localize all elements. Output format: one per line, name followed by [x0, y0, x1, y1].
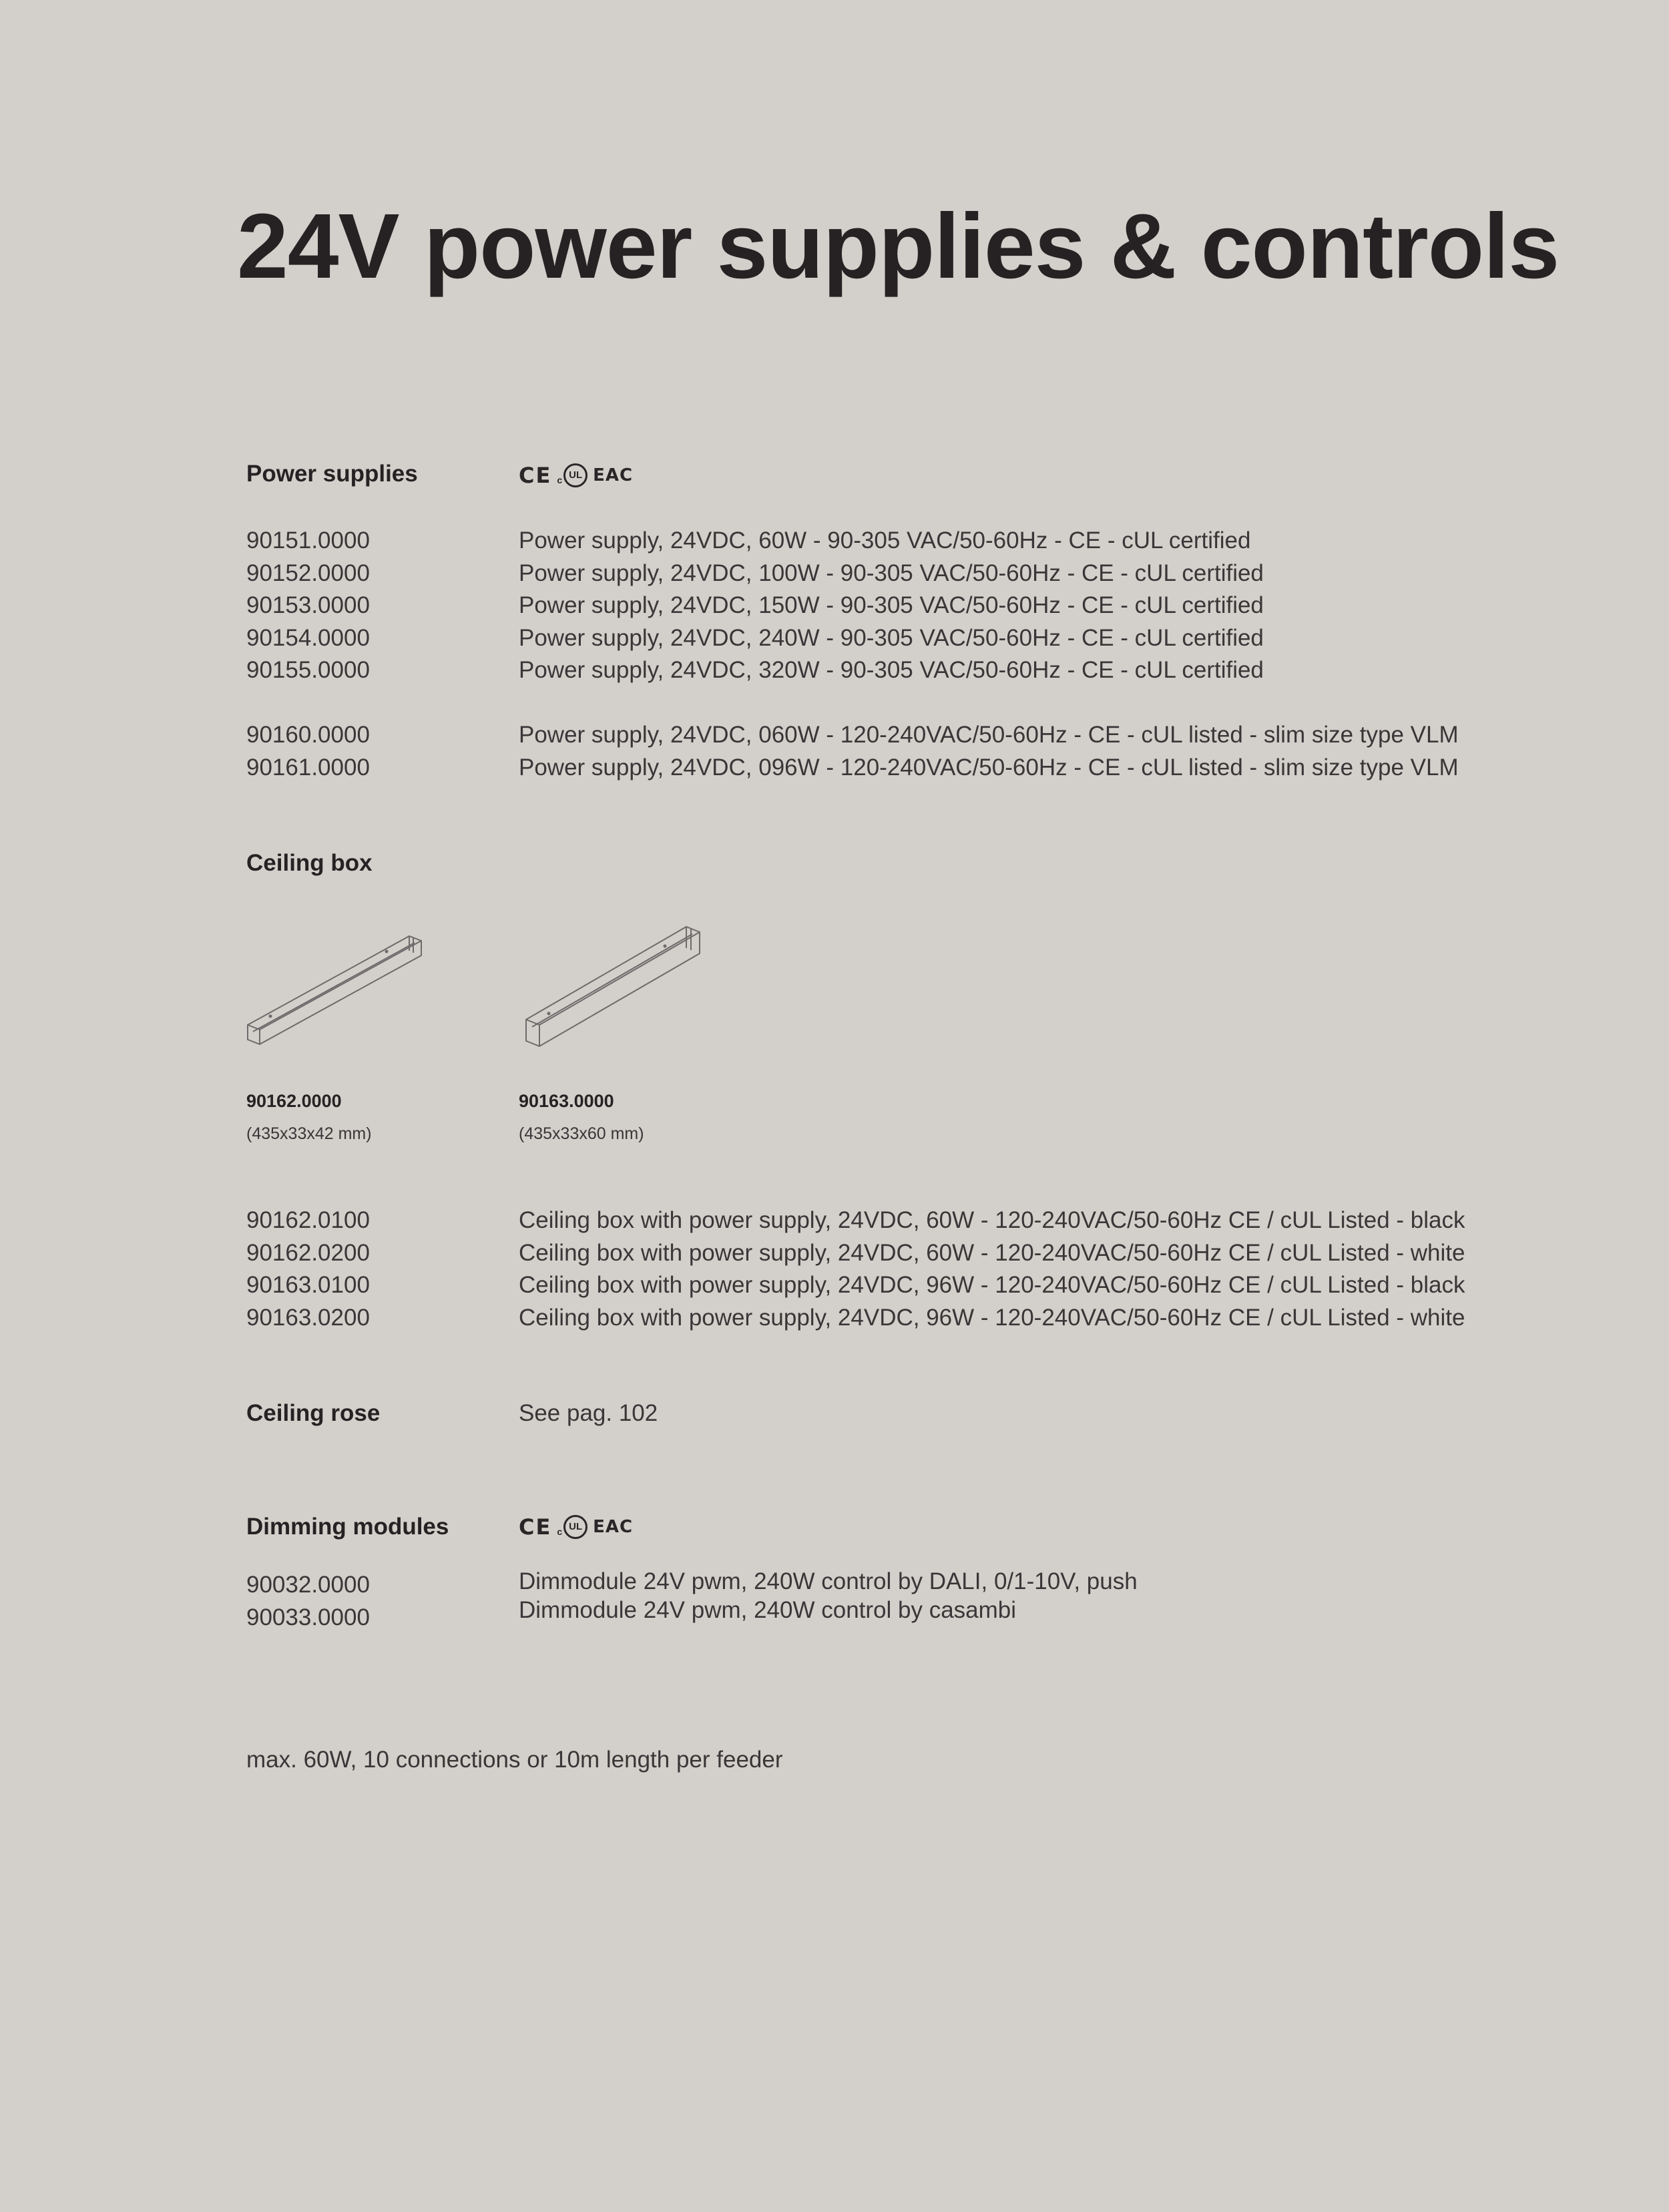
- product-description: Power supply, 24VDC, 240W - 90-305 VAC/50-60Hz - CE - cUL certified: [519, 624, 1264, 651]
- product-description: Power supply, 24VDC, 100W - 90-305 VAC/50-60Hz - CE - cUL certified: [519, 560, 1264, 586]
- product-code: 90162.0100: [246, 1207, 370, 1234]
- product-description: Power supply, 24VDC, 320W - 90-305 VAC/50-60Hz - CE - cUL certified: [519, 657, 1264, 684]
- ceiling-rose-heading: Ceiling rose: [246, 1400, 381, 1426]
- power-supplies-heading: Power supplies: [246, 461, 418, 487]
- table-row: [246, 525, 1515, 558]
- cul-listed-icon: UL: [563, 1515, 587, 1539]
- ceiling-box-list: [246, 1204, 1515, 1334]
- product-code: 90162.0200: [246, 1239, 370, 1266]
- ce-mark-icon: CE: [519, 463, 552, 488]
- product-code: 90163.0200: [246, 1304, 370, 1331]
- ceiling-box-60mm-illustration: [521, 921, 704, 1055]
- table-row: [246, 1204, 1515, 1237]
- ce-mark-icon: CE: [519, 1514, 552, 1540]
- table-row: [246, 719, 1515, 752]
- c-prefix: c: [557, 475, 563, 485]
- cul-listed-icon: UL: [563, 463, 587, 487]
- table-row: [246, 622, 1515, 655]
- eac-mark-icon: EAC: [593, 465, 634, 485]
- product-code: 90151.0000: [246, 527, 370, 554]
- dimming-desc-2: Dimmodule 24V pwm, 240W control by casambi: [519, 1597, 1017, 1623]
- table-row: [246, 1302, 1515, 1335]
- dimming-desc-1: Dimmodule 24V pwm, 240W control by DALI, 0/1-10V, push: [519, 1568, 1138, 1594]
- product-code: 90155.0000: [246, 657, 370, 684]
- product-dimensions: (435x33x42 mm): [246, 1124, 372, 1143]
- power-supplies-list-2: [246, 719, 1515, 784]
- product-description: Ceiling box with power supply, 24VDC, 60W - 120-240VAC/50-60Hz CE / cUL Listed - black: [519, 1207, 1465, 1234]
- product-description: Power supply, 24VDC, 150W - 90-305 VAC/50-60Hz - CE - cUL certified: [519, 592, 1264, 619]
- c-prefix: c: [557, 1526, 563, 1537]
- dimming-modules-heading: Dimming modules: [246, 1514, 449, 1540]
- product-code: 90153.0000: [246, 592, 370, 619]
- product-code: 90152.0000: [246, 560, 370, 586]
- product-code: 90161.0000: [246, 754, 370, 781]
- product-code: 90163.0100: [246, 1272, 370, 1299]
- ceiling-box-heading: Ceiling box: [246, 850, 373, 876]
- dimming-modules-certifications: [519, 1514, 633, 1540]
- table-row: [246, 654, 1515, 687]
- ceiling-box-42mm-illustration: [244, 925, 427, 1055]
- eac-mark-icon: EAC: [593, 1517, 634, 1537]
- product-description: Ceiling box with power supply, 24VDC, 96W - 120-240VAC/50-60Hz CE / cUL Listed - white: [519, 1304, 1465, 1331]
- product-description: Ceiling box with power supply, 24VDC, 60W - 120-240VAC/50-60Hz CE / cUL Listed - white: [519, 1239, 1465, 1266]
- power-supplies-certifications: [519, 463, 633, 488]
- product-description: Ceiling box with power supply, 24VDC, 96W - 120-240VAC/50-60Hz CE / cUL Listed - black: [519, 1272, 1465, 1299]
- product-code: 90163.0000: [519, 1091, 614, 1111]
- product-description: Power supply, 24VDC, 096W - 120-240VAC/50-60Hz - CE - cUL listed - slim size type VLM: [519, 754, 1459, 781]
- product-code: 90162.0000: [246, 1091, 342, 1111]
- dimming-code-1: 90032.0000: [246, 1572, 370, 1598]
- table-row: [246, 590, 1515, 622]
- product-code: 90154.0000: [246, 624, 370, 651]
- product-description: Power supply, 24VDC, 60W - 90-305 VAC/50-60Hz - CE - cUL certified: [519, 527, 1251, 554]
- ceiling-rose-page-reference: See pag. 102: [519, 1400, 658, 1426]
- product-dimensions: (435x33x60 mm): [519, 1124, 644, 1143]
- table-row: [246, 1269, 1515, 1302]
- product-description: Power supply, 24VDC, 060W - 120-240VAC/50-60Hz - CE - cUL listed - slim size type VLM: [519, 722, 1459, 748]
- product-code: 90160.0000: [246, 722, 370, 748]
- dimming-code-2: 90033.0000: [246, 1604, 370, 1630]
- footnote: max. 60W, 10 connections or 10m length per feeder: [246, 1747, 783, 1773]
- table-row: [246, 558, 1515, 590]
- table-row: [246, 752, 1515, 785]
- page-title: 24V power supplies & controls: [237, 195, 1560, 298]
- power-supplies-list-1: [246, 525, 1515, 687]
- table-row: [246, 1237, 1515, 1270]
